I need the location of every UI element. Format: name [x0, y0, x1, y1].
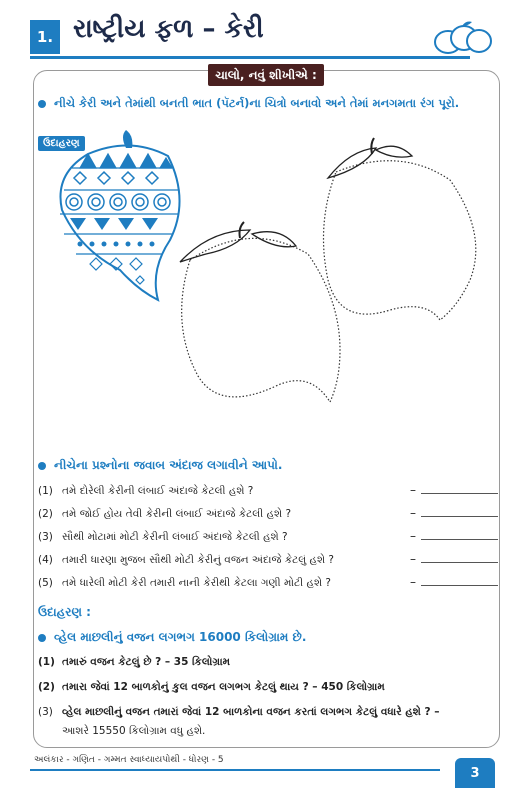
instruction-line — [38, 96, 459, 111]
chapter-number: 1. — [30, 20, 60, 54]
example-number: (2) — [38, 681, 55, 693]
patterned-mango-illustration — [60, 130, 180, 300]
header-rule — [30, 56, 470, 59]
question-row — [38, 529, 498, 547]
answer-blank[interactable] — [421, 516, 498, 517]
question-text: તમારી ધારણા મુજબ સૌથી મોટી કેરીનું વજન અંદાજે કેટલું હશે ? — [62, 554, 334, 566]
answer-blank[interactable] — [421, 585, 498, 586]
footer-rule — [30, 769, 440, 771]
answer-dash: – — [410, 483, 416, 497]
question-text: સૌથી મોટામાં મોટી કેરીની લંબાઈ અંદાજે કેટલી હશે ? — [62, 531, 288, 543]
answer-dash: – — [410, 552, 416, 566]
example-text: આશરે 15550 કિલોગ્રામ વધુ હશે. — [62, 725, 206, 737]
example-text: તમારું વજન કેટલું છે ? – 35 કિલોગ્રામ — [62, 656, 231, 668]
example-heading-text: વ્હેલ માછલીનું વજન લગભગ 16000 કિલોગ્રામ છે. — [54, 630, 307, 644]
answer-blank[interactable] — [421, 539, 498, 540]
questions-heading-text: નીચેના પ્રશ્નોના જવાબ અંદાજ લગાવીને આપો. — [54, 458, 283, 472]
question-row — [38, 575, 498, 593]
page-number: 3 — [455, 758, 495, 788]
question-row — [38, 552, 498, 570]
answer-dash: – — [410, 506, 416, 520]
example-title: ઉદાહરણ : — [38, 605, 91, 619]
section-banner: ચાલો, નવું શીખીએ : — [208, 64, 324, 86]
mango-cluster-icon — [432, 18, 494, 58]
question-number: (2) — [38, 508, 53, 520]
question-number: (1) — [38, 485, 53, 497]
question-number: (3) — [38, 531, 53, 543]
bullet-icon — [38, 100, 46, 108]
question-number: (5) — [38, 577, 53, 589]
answer-dash: – — [410, 529, 416, 543]
bullet-icon — [38, 462, 46, 470]
example-number: (1) — [38, 656, 55, 668]
question-text: તમે જોઈ હોય તેવી કેરીની લંબાઈ અંદાજે કેટલી હશે ? — [62, 508, 292, 520]
page-header — [0, 0, 530, 62]
example-tag: ઉદાહરણ — [38, 136, 85, 151]
mango-drawing-area — [40, 130, 500, 450]
instruction-text: નીચે કેરી અને તેમાંથી બનતી ભાત (પૅટર્ન)ના ચિત્રો બનાવો અને તેમાં મનગમતા રંગ પૂરો. — [54, 96, 460, 110]
dotted-mango-outline-right — [324, 138, 476, 320]
question-row — [38, 506, 498, 524]
question-text: તમે ધારેલી મોટી કેરી તમારી નાની કેરીથી કેટલા ગણી મોટી હશે ? — [62, 577, 331, 589]
question-row — [38, 483, 498, 501]
questions-heading — [38, 458, 283, 473]
answer-blank[interactable] — [421, 493, 498, 494]
question-text: તમે દોરેલી કેરીની લંબાઈ અંદાજે કેટલી હશે ? — [62, 485, 254, 497]
footer-book-title: અલંકાર - ગણિત - ગમ્મત સ્વાધ્યાયપોથી - ધોરણ - 5 — [34, 755, 224, 765]
example-text: તમારા જેવાં 12 બાળકોનું કુલ વજન લગભગ કેટલું થાય ? – 450 કિલોગ્રામ — [62, 681, 385, 693]
answer-dash: – — [410, 575, 416, 589]
bullet-icon — [38, 634, 46, 642]
example-number: (3) — [38, 706, 53, 718]
page-title: રાષ્ટ્રીય ફળ – કેરી — [73, 14, 264, 44]
example-text: વ્હેલ માછલીનું વજન તમારાં જેવાં 12 બાળકોના વજન કરતાં લગભગ કેટલું વધારે હશે ? – — [62, 706, 440, 718]
example-heading — [38, 630, 306, 645]
question-number: (4) — [38, 554, 53, 566]
dotted-mango-outline-left — [180, 222, 340, 402]
answer-blank[interactable] — [421, 562, 498, 563]
